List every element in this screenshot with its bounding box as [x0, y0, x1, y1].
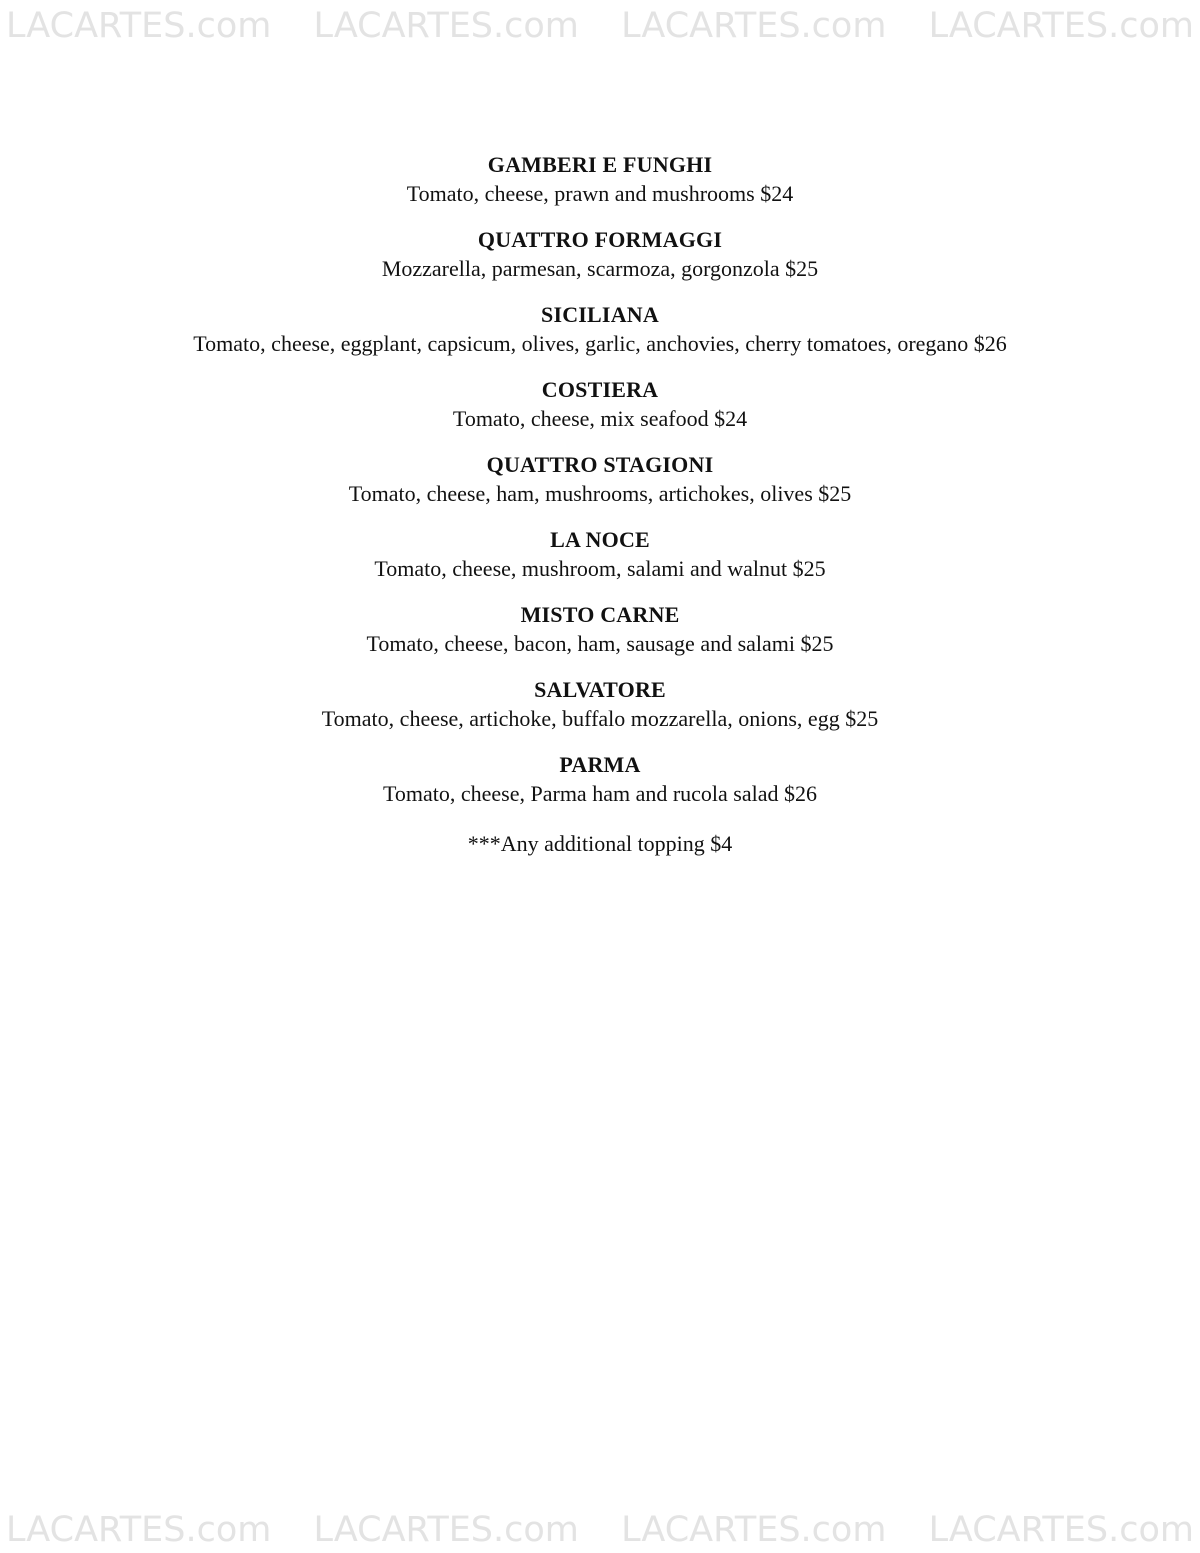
menu-item [0, 300, 1200, 358]
menu-item [0, 675, 1200, 733]
watermark-text: LACARTES.com [621, 1510, 887, 1550]
watermark-text: LACARTES.com [928, 6, 1194, 46]
watermark-text: LACARTES.com [621, 6, 887, 46]
menu-list [0, 150, 1200, 858]
item-description: Tomato, cheese, Parma ham and rucola salad $26 [382, 781, 818, 806]
item-description: Tomato, cheese, prawn and mushrooms $24 [406, 181, 794, 206]
watermark-top [0, 4, 1200, 48]
item-description: Tomato, cheese, eggplant, capsicum, olives, garlic, anchovies, cherry tomatoes, oregano $26 [193, 331, 1007, 356]
additional-topping-note: ***Any additional topping $4 [467, 831, 733, 856]
watermark-bottom [0, 1508, 1200, 1552]
menu-item [0, 375, 1200, 433]
item-description: Tomato, cheese, ham, mushrooms, artichokes, olives $25 [348, 481, 852, 506]
watermark-text: LACARTES.com [6, 1510, 272, 1550]
watermark-text: LACARTES.com [313, 1510, 579, 1550]
item-name: MISTO CARNE [520, 602, 680, 627]
item-name: GAMBERI E FUNGHI [487, 152, 713, 177]
item-description: Tomato, cheese, bacon, ham, sausage and salami $25 [366, 631, 834, 656]
item-description: Tomato, cheese, mushroom, salami and walnut $25 [374, 556, 826, 581]
menu-item [0, 225, 1200, 283]
item-name: LA NOCE [550, 527, 650, 552]
menu-item [0, 525, 1200, 583]
watermark-text: LACARTES.com [313, 6, 579, 46]
watermark-text: LACARTES.com [6, 6, 272, 46]
watermark-text: LACARTES.com [928, 1510, 1194, 1550]
menu-item [0, 600, 1200, 658]
item-name: SALVATORE [534, 677, 666, 702]
item-description: Mozzarella, parmesan, scarmoza, gorgonzola $25 [381, 256, 819, 281]
item-name: PARMA [559, 752, 641, 777]
menu-item [0, 750, 1200, 808]
item-name: QUATTRO STAGIONI [486, 452, 714, 477]
menu-item [0, 150, 1200, 208]
item-name: SICILIANA [541, 302, 659, 327]
menu-item [0, 450, 1200, 508]
item-description: Tomato, cheese, mix seafood $24 [452, 406, 748, 431]
item-name: QUATTRO FORMAGGI [477, 227, 723, 252]
item-name: COSTIERA [541, 377, 659, 402]
item-description: Tomato, cheese, artichoke, buffalo mozzarella, onions, egg $25 [321, 706, 879, 731]
